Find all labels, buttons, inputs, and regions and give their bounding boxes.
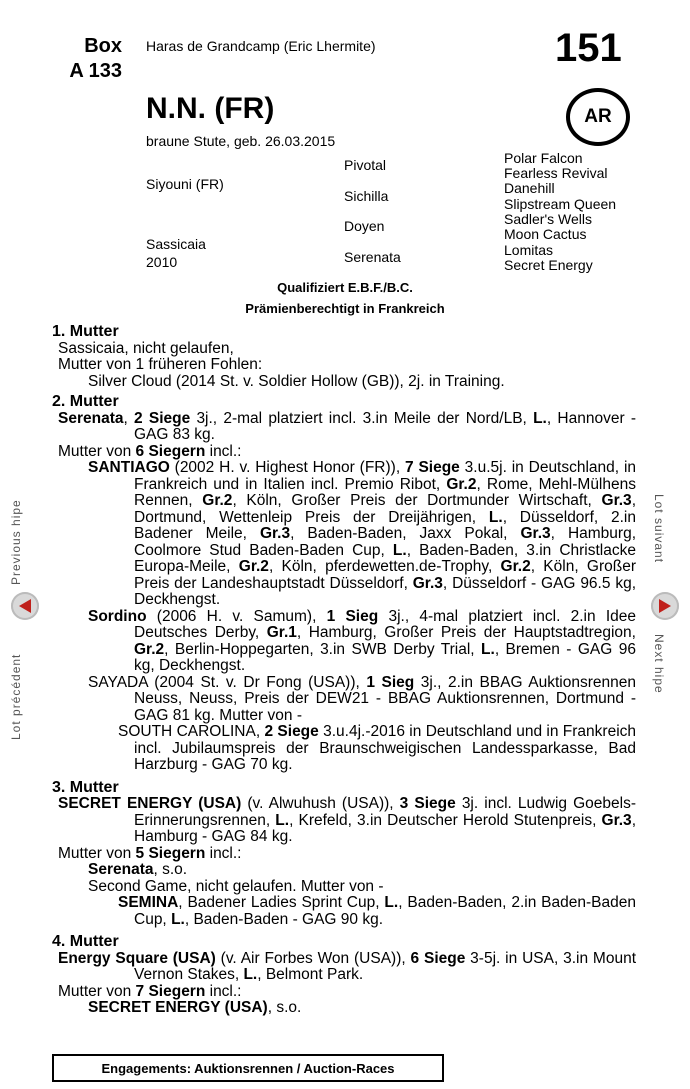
dam3-record: SECRET ENERGY (USA) (v. Alwuhush (USA)), 3 Siege 3j. incl. Ludwig Goebels-Erinnerungsrennen, L., Krefeld, 3.in Deutscher Herold Stutenpreis, Gr.3, Hamburg - GAG 84 kg.	[58, 795, 637, 845]
box-number	[52, 34, 122, 84]
engagements-box: Engagements: Auktionsrennen / Auction-Races	[52, 1054, 444, 1082]
pedigree-gen3: Sadler's Wells	[504, 211, 592, 227]
box-value: A 133	[69, 60, 122, 82]
pedigree-gen3: Lomitas	[504, 242, 554, 258]
ar-badge: AR	[566, 88, 630, 146]
next-arrow-button[interactable]	[651, 592, 679, 620]
pedigree-gen3: Fearless Revival	[504, 165, 608, 181]
pedigree-dam: Sassicaia	[146, 236, 206, 252]
arrow-left-icon	[17, 598, 33, 614]
arrow-right-icon	[657, 598, 673, 614]
pedigree-sire: Siyouni (FR)	[146, 176, 224, 192]
qualification-ebf: Qualifiziert E.B.F./B.C.	[277, 280, 413, 295]
pedigree-gen3: Secret Energy	[504, 257, 593, 273]
section-title-dam3: 3. Mutter	[52, 778, 119, 796]
dam2-winners: Mutter von 6 Siegern incl.:	[58, 442, 242, 460]
dam1-line: Sassicaia, nicht gelaufen,	[58, 339, 234, 357]
pedigree-gen3: Moon Cactus	[504, 226, 587, 242]
dam2-record: Serenata, 2 Siege 3j., 2-mal platziert incl. 3.in Meile der Nord/LB, L., Hannover - GAG 83 kg.	[58, 409, 636, 443]
consignor: Haras de Grandcamp (Eric Lhermite)	[146, 38, 376, 54]
pedigree-dam-year: 2010	[146, 254, 178, 270]
lot-number: 151	[555, 26, 622, 70]
prev-hipe-label[interactable]: Previous hipe	[9, 499, 23, 585]
section-title-dam2: 2. Mutter	[52, 393, 119, 410]
dam1-foal: Silver Cloud (2014 St. v. Soldier Hollow (GB)), 2j. in Training.	[88, 372, 505, 390]
dam4-winners: Mutter von 7 Siegern incl.:	[58, 982, 242, 1000]
pedigree-page-body	[52, 320, 636, 1017]
prev-lot-label[interactable]: Lot précédent	[9, 653, 23, 740]
qualification-france: Prämienberechtigt in Frankreich	[245, 301, 445, 316]
pedigree-gen2: Sichilla	[344, 188, 389, 204]
section-title-dam1: 1. Mutter	[52, 323, 119, 340]
pedigree-gen3: Danehill	[504, 180, 555, 196]
dam3-winners: Mutter von 5 Siegern incl.:	[58, 844, 242, 862]
section-title-dam4: 4. Mutter	[52, 933, 119, 950]
pedigree-gen2: Pivotal	[344, 157, 387, 173]
dam1-line: Mutter von 1 früheren Fohlen:	[58, 356, 263, 373]
winner-sordino: Sordino (2006 H. v. Samum), 1 Sieg 3j., 4-mal platziert incl. 2.in Idee Deutsches Derby, Gr.1, Hamburg, Großer Preis der Hauptstadtregion, Gr.2, Berlin-Hoppegarten, 3.in SWB Derby Trial, L., Bremen - GAG 96 kg, Deckhengst.	[88, 607, 637, 674]
winner-santiago: SANTIAGO (2002 H. v. Highest Honor (FR)), 7 Siege 3.u.5j. in Deutschland, in Frankreich und in Italien incl. Premio Ribot, Gr.2, Rome, Mehl-Mülhens Rennen, Gr.2, Köln, Großer Preis der Dortmunder Wirtschaft, Gr.3, Dortmund, Wettenleip Preis der Dreijährigen, L., Düsseldorf, 2.in Badener Meile, Gr.3, Baden-Baden, Jaxx Pokal, Gr.3, Hamburg, Coolmore Stud Baden-Baden Cup, L., Baden-Baden, 3.in Christlacke Europa-Meile, Gr.2, Köln, pferdewetten.de-Trophy, Gr.2, Köln, Großer Preis der Landeshauptstadt Düsseldorf, Gr.3, Düsseldorf - GAG 96.5 kg, Deckhengst.	[88, 459, 637, 608]
pedigree-gen2: Serenata	[344, 249, 401, 265]
box-label: Box	[84, 35, 122, 57]
horse-name: N.N. (FR)	[146, 92, 275, 125]
winner-sayada: SAYADA (2004 St. v. Dr Fong (USA)), 1 Sieg 3j., 2.in BBAG Auktionsrennen Neuss, Neuss, Preis der DEW21 - BBAG Auktionsrennen, Dortmund - GAG 81 kg. Mutter von -	[88, 673, 636, 724]
winner-semina: SEMINA, Badener Ladies Sprint Cup, L., Baden-Baden, 2.in Baden-Baden Cup, L., Baden-Baden - GAG 90 kg.	[118, 894, 636, 928]
next-hipe-label[interactable]: Next hipe	[652, 634, 666, 694]
horse-description: braune Stute, geb. 26.03.2015	[146, 133, 336, 149]
previous-arrow-button[interactable]	[11, 592, 39, 620]
winner-serenata: Serenata, s.o.	[88, 861, 188, 878]
pedigree-gen2: Doyen	[344, 218, 385, 234]
next-lot-label[interactable]: Lot suivant	[652, 494, 666, 564]
winner-secret-energy: SECRET ENERGY (USA), s.o.	[88, 999, 302, 1016]
second-game: Second Game, nicht gelaufen. Mutter von -	[88, 877, 384, 895]
pedigree-gen3: Polar Falcon	[504, 150, 583, 166]
dam4-record: Energy Square (USA) (v. Air Forbes Won (USA)), 6 Siege 3-5j. in USA, 3.in Mount Vernon Stakes, L., Belmont Park.	[58, 949, 637, 983]
pedigree-gen3: Slipstream Queen	[504, 196, 617, 212]
winner-south-carolina: SOUTH CAROLINA, 2 Siege 3.u.4j.-2016 in Deutschland und in Frankreich incl. Jubilaumspreis der Braunschweigischen Landessparkasse, Bad Harzburg - GAG 70 kg.	[118, 723, 637, 773]
